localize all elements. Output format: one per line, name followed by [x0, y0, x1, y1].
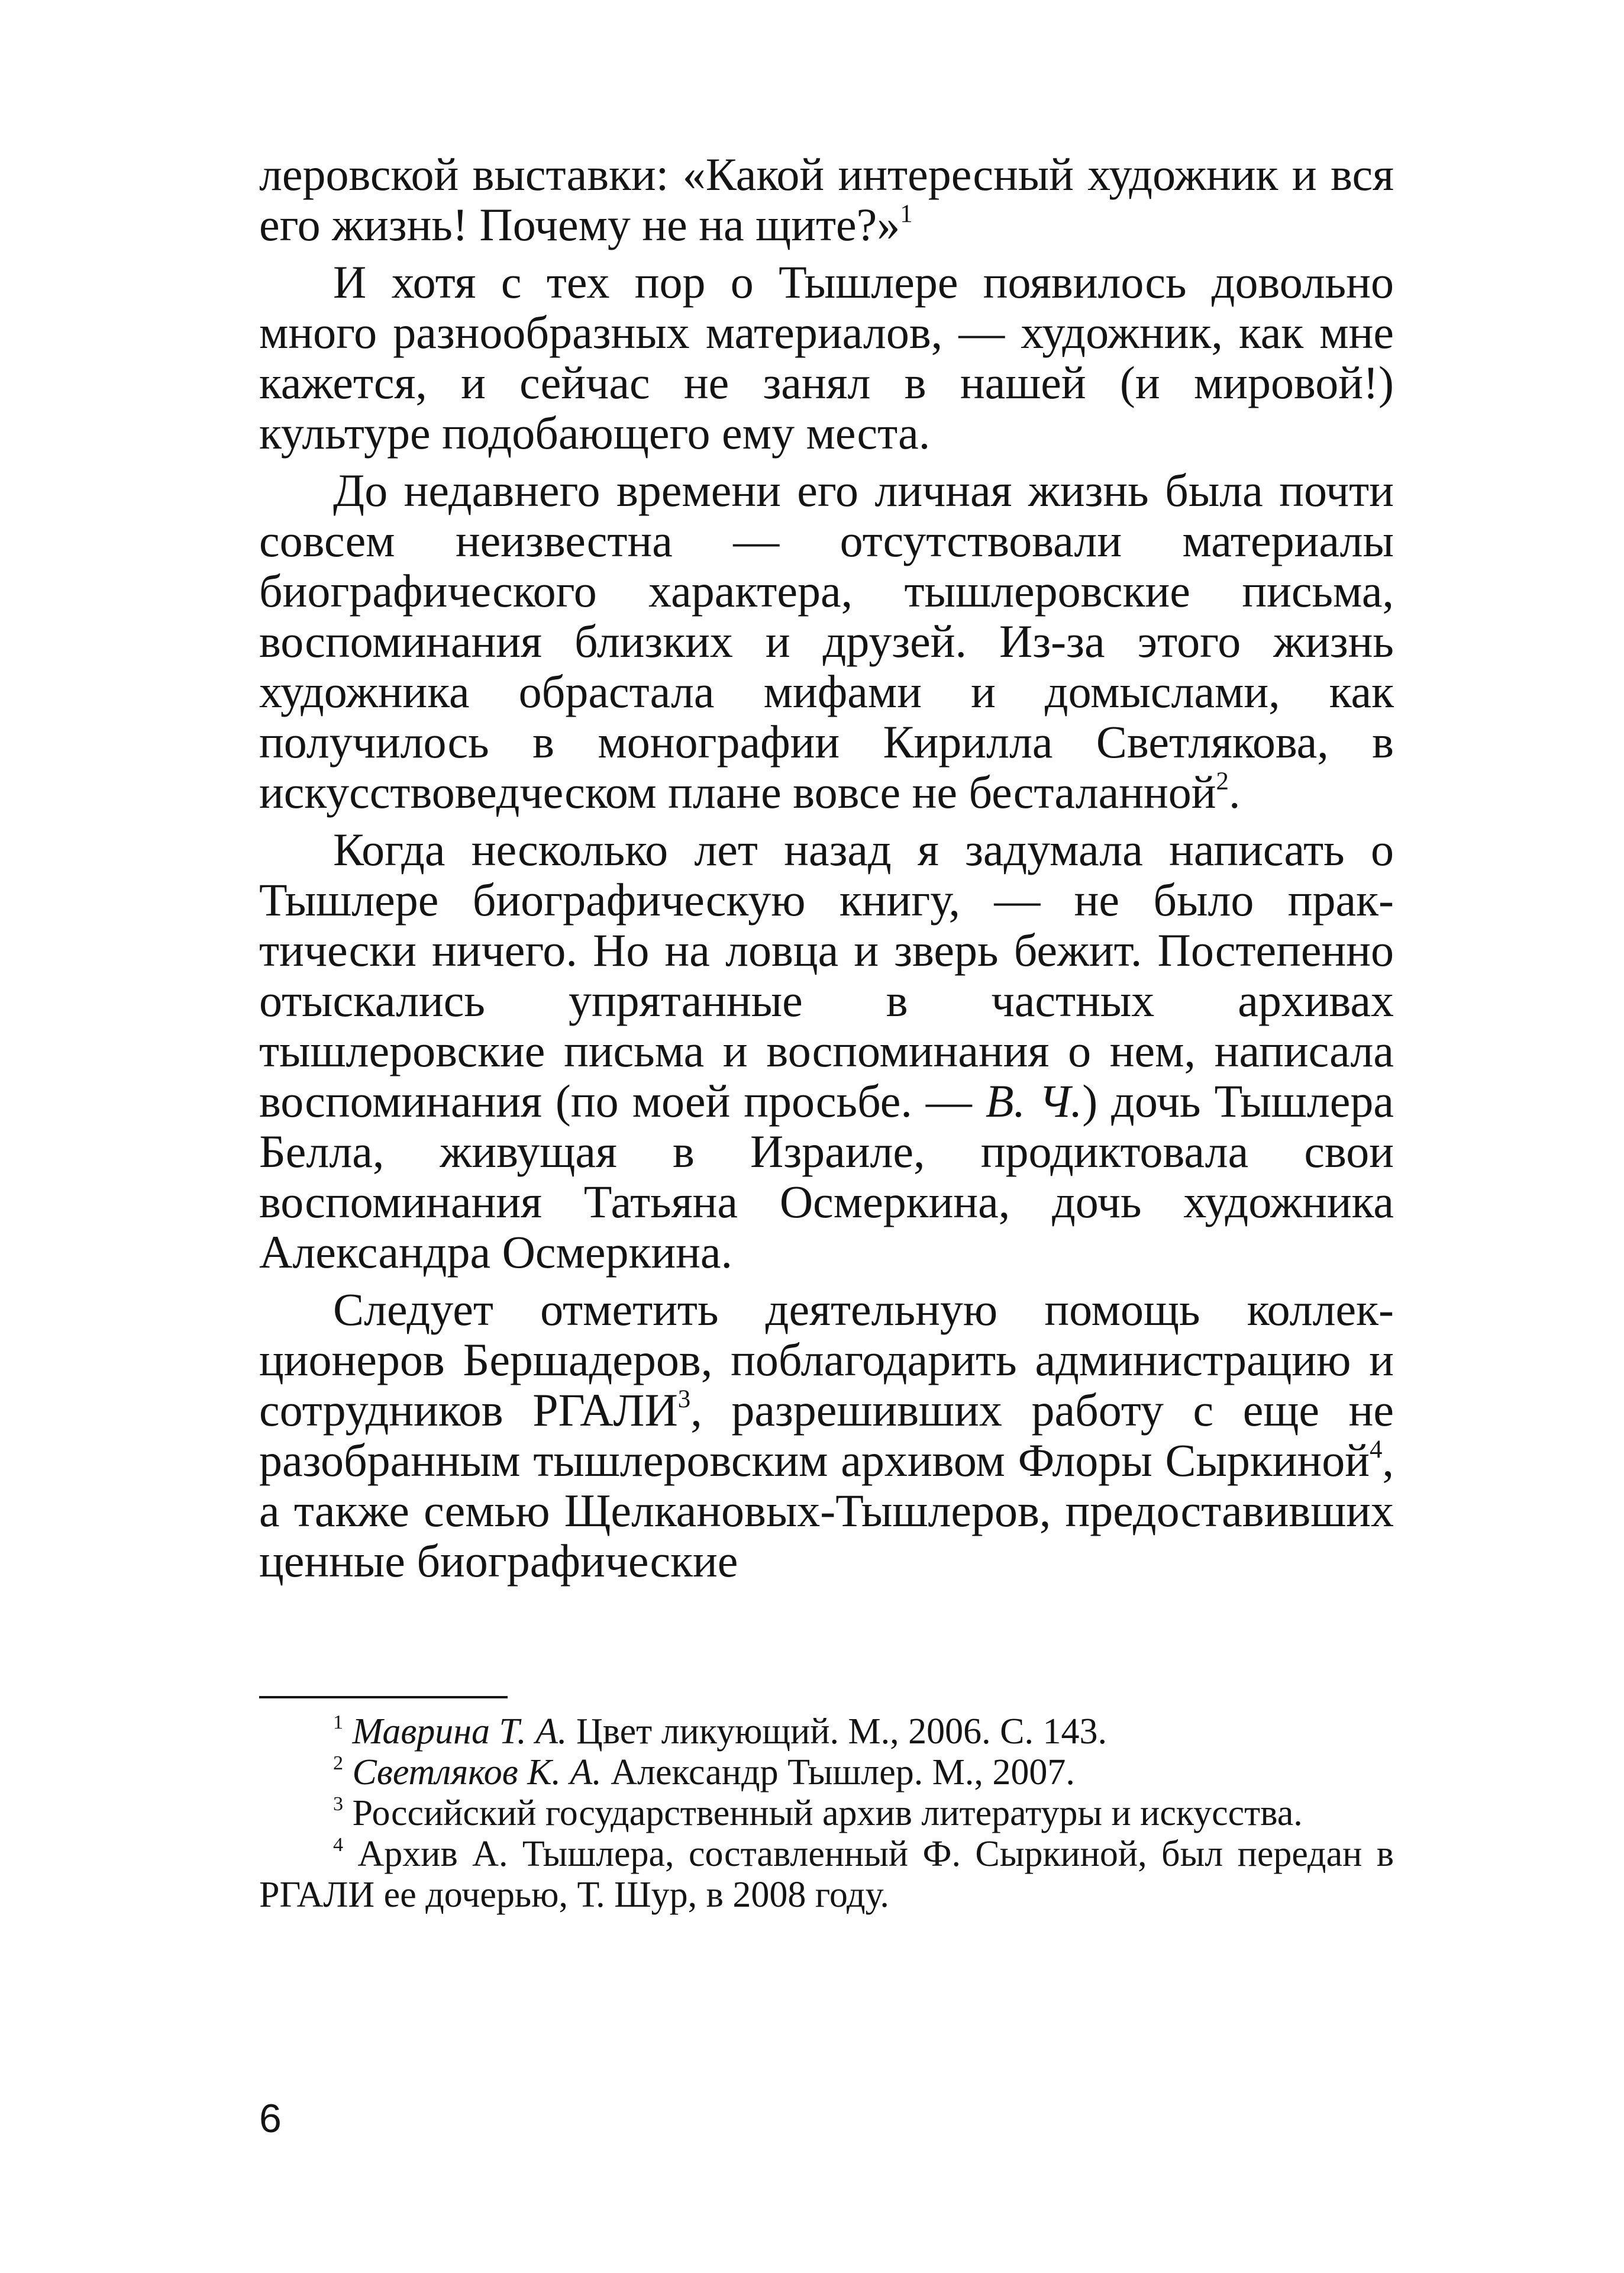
paragraph-3-end: . [1228, 766, 1241, 818]
paragraph-3 [259, 465, 1394, 817]
footnote-ref-1: 1 [900, 199, 913, 228]
paragraph-2 [259, 257, 1394, 458]
footnote-3 [259, 1793, 1394, 1834]
paragraph-1 [259, 149, 1394, 250]
footnote-number: 1 [333, 1711, 344, 1733]
page-number: 6 [259, 2096, 282, 2141]
footnote-author: Светляков К. А. [352, 1752, 602, 1792]
footnote-text: Александр Тышлер. М., 2007. [601, 1752, 1075, 1792]
footnote-4 [259, 1834, 1394, 1916]
footnote-ref-2: 2 [1216, 767, 1229, 795]
paragraph-5-text-c: , а также семью Щелкановых-Тышлеров, предоставивших ценные биографические [259, 1434, 1394, 1587]
paragraph-4 [259, 824, 1394, 1277]
footnote-2 [259, 1752, 1394, 1793]
footnote-ref-4: 4 [1370, 1435, 1383, 1463]
footnote-1 [259, 1711, 1394, 1752]
footnote-divider [259, 1696, 508, 1698]
footnote-number: 2 [333, 1752, 344, 1774]
paragraph-4-text-b: ) дочь Тышлера Белла, живущая в Израиле, продиктовала свои воспоминания Татьяна Осмеркина, дочь художника Александра Осмеркина. [259, 1075, 1394, 1278]
footnote-ref-3: 3 [677, 1385, 691, 1413]
paragraph-4-text-a: Когда несколько лет назад я задумала написать о Тышлере биографическую книгу, — не было практически ничего. Но на ловца и зверь бежит. Постепенно отыскались упрятанные в частных архивах тышлеровские письма и воспоминания о нем, написала воспоминания (по моей просьбе. — [259, 824, 1394, 1127]
footnote-text: Цвет ликующий. М., 2006. С. 143. [567, 1711, 1107, 1752]
footnotes [259, 1711, 1394, 1916]
footnote-author: Маврина Т. А. [352, 1711, 567, 1752]
footnote-number: 3 [333, 1792, 344, 1815]
paragraph-5-text-b: , разрешивших работу с еще не разобранным тышлеровским архивом Флоры Сыркиной [259, 1384, 1394, 1486]
footnote-text: Российский государственный архив литературы и искусства. [343, 1793, 1303, 1833]
footnote-number: 4 [333, 1833, 344, 1856]
paragraph-1-text: леровской выставки: «Какой интересный художник и вся его жизнь! Почему не на щите?» [259, 149, 1394, 250]
author-initials: В. Ч. [985, 1075, 1083, 1127]
paragraph-5 [259, 1284, 1394, 1586]
paragraph-5-text-a: Следует отметить деятельную помощь коллекционеров Бершадеров, поблагодарить администрацию и сотрудников РГАЛИ [259, 1284, 1394, 1436]
body-text [259, 149, 1394, 1586]
paragraph-3-text: До недавнего времени его личная жизнь была почти совсем неизвестна — отсутствовали материалы биографического характера, тышлеровские письма, воспоминания близких и друзей. Из-за этого жизнь художника обрастала мифами и домыслами, как получилось в монографии Кирилла Светлякова, в искусствоведческом плане вовсе не бесталанной [259, 465, 1394, 818]
paragraph-2-text: И хотя с тех пор о Тышлере появилось довольно много разнообразных материалов, — художник, как мне кажется, и сейчас не занял в нашей (и мировой!) культуре подобающего ему места. [259, 256, 1394, 459]
footnote-text: Архив А. Тышлера, составленный Ф. Сыркиной, был передан в РГАЛИ ее дочерью, Т. Шур, в 2008 году. [259, 1834, 1394, 1915]
book-page [259, 149, 1394, 2141]
